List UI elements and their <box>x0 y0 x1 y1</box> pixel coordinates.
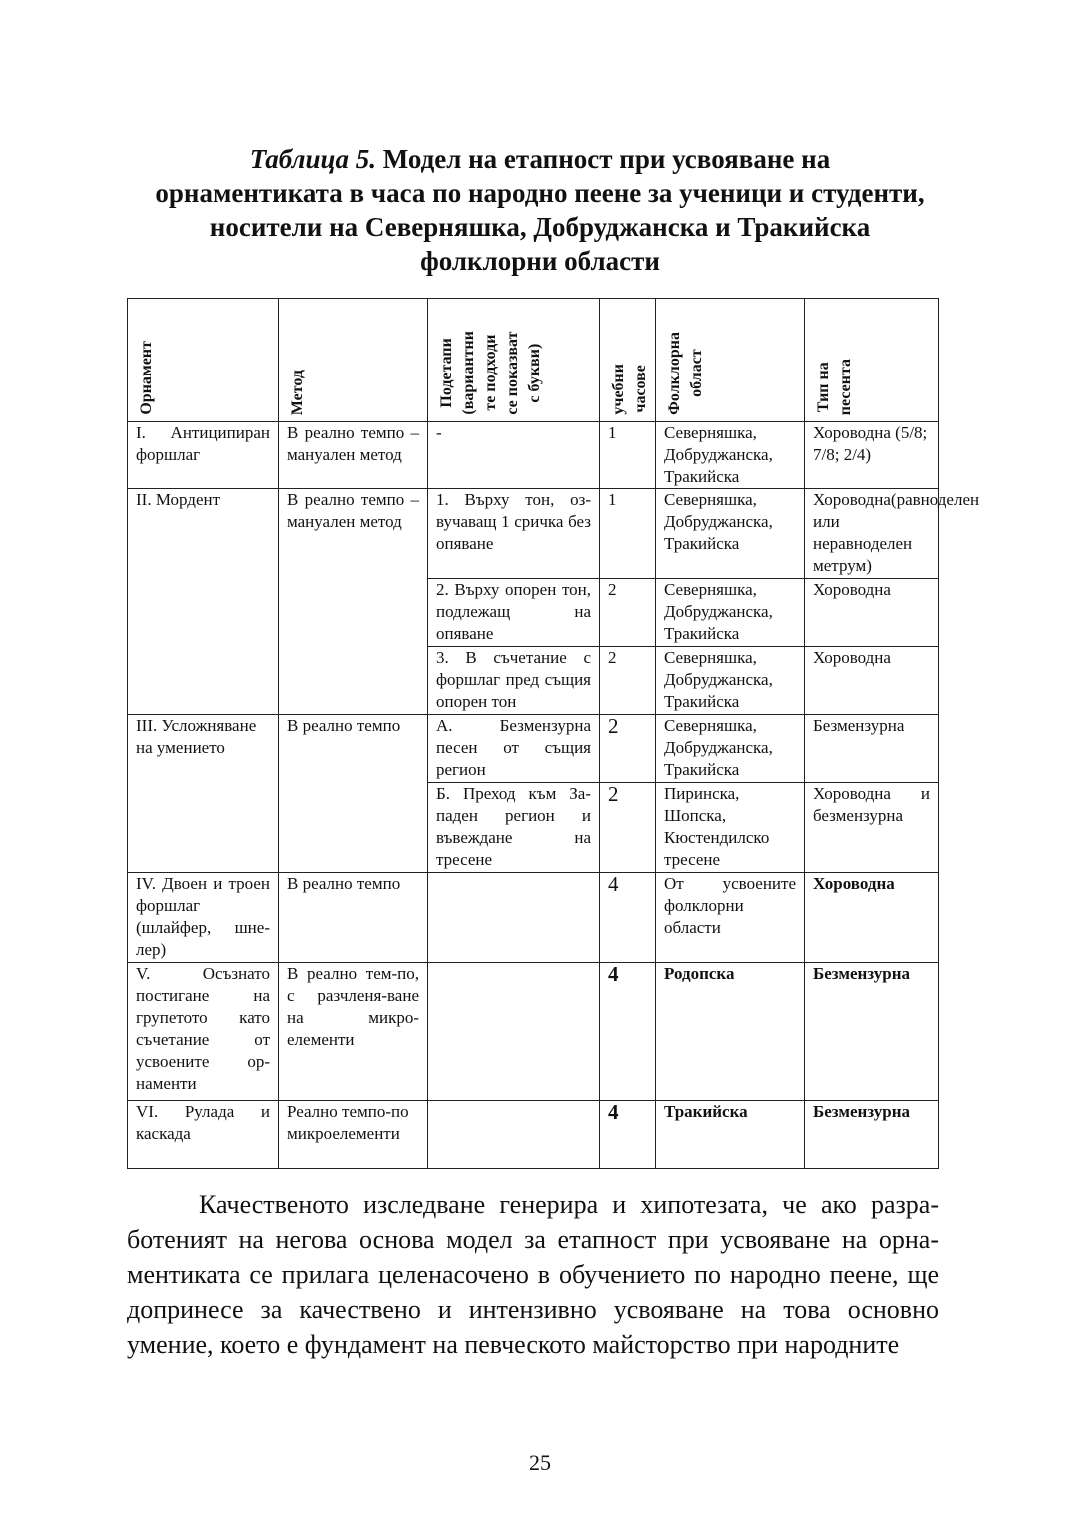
cell-hours: 4 <box>600 873 656 963</box>
cell-hours: 2 <box>600 647 656 715</box>
body-paragraph: Качественото изследване генерира и хипотезата, че ако разра-ботеният на негова основа модел за етапност при усвояване на орна-ментиката се прилага целенасочено в обучението по народно пеене, ще допринесе за качествено и интензивно усвояване на това основно умение, което е фундамент на певческото майсторство при народните <box>127 1190 939 1359</box>
cell-type: Хороводна и безмензурна <box>805 783 939 873</box>
cell-hours: 1 <box>600 422 656 489</box>
cell-method: В реално темпо – мануален метод <box>279 489 428 715</box>
cell-region: От усвоените фолклорни области <box>656 873 805 963</box>
cell-region: Северняшка, Добруджанска, Тракийска <box>656 489 805 579</box>
table-row <box>128 1101 939 1169</box>
cell-substage: 2. Върху опорен тон, подлежащ на опяване <box>428 579 600 647</box>
cell-ornament: II. Мордент <box>128 489 279 715</box>
caption-line-3: носители на Северняшка, Добруджанска и Тракийска <box>209 212 871 242</box>
header-region: Фолклорна област <box>656 299 805 422</box>
cell-hours: 2 <box>600 783 656 873</box>
caption-label: Таблица 5. <box>249 144 376 174</box>
cell-region: Родопска <box>656 963 805 1101</box>
cell-region: Тракийска <box>656 1101 805 1169</box>
cell-substage: А. Безмензурна песен от същия регион <box>428 715 600 783</box>
cell-type: Хороводна(равноделен или неравноделен метрум) <box>805 489 939 579</box>
table-row <box>128 422 939 489</box>
cell-region: Северняшка, Добруджанска, Тракийска <box>656 715 805 783</box>
cell-type: Безмензурна <box>805 715 939 783</box>
table-row <box>128 963 939 1101</box>
page-number: 25 <box>529 1450 551 1475</box>
cell-type: Хороводна (5/8; 7/8; 2/4) <box>805 422 939 489</box>
cell-type: Хороводна <box>805 873 939 963</box>
cell-substage: 3. В съчетание с форшлаг пред същия опорен тон <box>428 647 600 715</box>
header-substages: Подетапи (вариантни те подходи се показват с букви) <box>428 299 600 422</box>
cell-method: В реално темпо – мануален метод <box>279 422 428 489</box>
cell-substage: - <box>428 422 600 489</box>
cell-method: В реално темпо <box>279 715 428 873</box>
cell-ornament: V. Осъзнато постигане на групетото като съчетание от усвоените ор-наменти <box>128 963 279 1101</box>
cell-method: В реално темпо <box>279 873 428 963</box>
cell-hours: 1 <box>600 489 656 579</box>
table-header-row <box>128 299 939 422</box>
cell-method: Реално темпо-по микроелементи <box>279 1101 428 1169</box>
cell-substage <box>428 873 600 963</box>
cell-ornament: III. Усложняване на умението <box>128 715 279 873</box>
cell-ornament: I. Антиципиран форшлаг <box>128 422 279 489</box>
caption-line-4: фолклорни области <box>420 246 660 276</box>
ornament-stages-table <box>127 298 980 1169</box>
header-ornament: Орнамент <box>128 299 279 422</box>
body-text <box>127 1187 939 1362</box>
cell-region: Северняшка, Добруджанска, Тракийска <box>656 422 805 489</box>
cell-ornament: IV. Двоен и троен форшлаг (шлайфер, шне-лер) <box>128 873 279 963</box>
cell-method: В реално тем-по, с разчленя-ване на микро-елементи <box>279 963 428 1101</box>
cell-type: Хороводна <box>805 647 939 715</box>
header-method: Метод <box>279 299 428 422</box>
caption-line-1: Модел на етапност при усвояване на <box>375 144 831 174</box>
cell-ornament: VI. Рулада и каскада <box>128 1101 279 1169</box>
cell-region: Северняшка, Добруджанска, Тракийска <box>656 647 805 715</box>
header-song-type: Тип на песента <box>805 299 939 422</box>
table-row <box>128 489 939 579</box>
cell-substage <box>428 963 600 1101</box>
cell-type: Безмензурна <box>805 963 939 1101</box>
cell-substage <box>428 1101 600 1169</box>
table-row <box>128 873 939 963</box>
cell-hours: 2 <box>600 715 656 783</box>
cell-substage: 1. Върху тон, оз-вучаващ 1 сричка без опяване <box>428 489 600 579</box>
caption-line-2: орнаментиката в часа по народно пеене за ученици и студенти, <box>155 178 925 208</box>
table-caption <box>100 142 980 278</box>
header-hours: учебни часове <box>600 299 656 422</box>
cell-type: Безмензурна <box>805 1101 939 1169</box>
cell-region: Пиринска, Шопска, Кюстендилско тресене <box>656 783 805 873</box>
cell-hours: 4 <box>600 1101 656 1169</box>
cell-hours: 4 <box>600 963 656 1101</box>
cell-hours: 2 <box>600 579 656 647</box>
table-row <box>128 715 939 783</box>
cell-region: Северняшка, Добруджанска, Тракийска <box>656 579 805 647</box>
cell-type: Хороводна <box>805 579 939 647</box>
cell-substage: Б. Преход към За-паден регион и въвеждане на тресене <box>428 783 600 873</box>
